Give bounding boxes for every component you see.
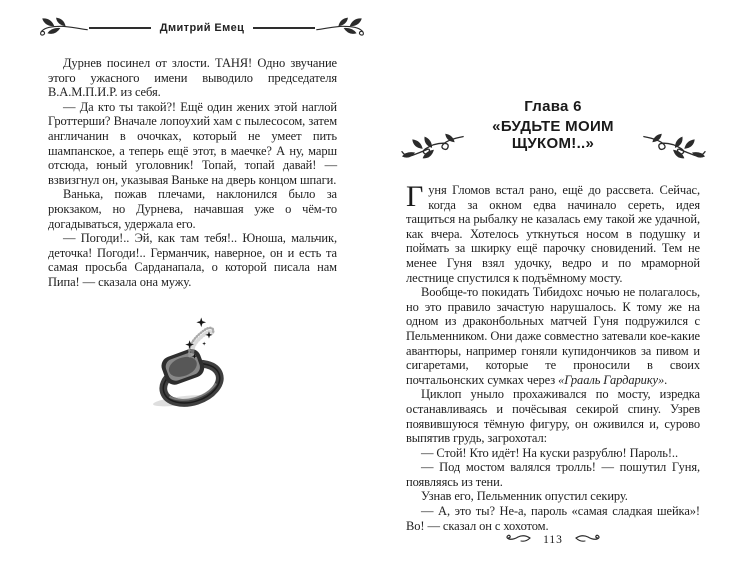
leaf-sprig-icon (400, 130, 466, 162)
chapter-title: «БУДЬТЕ МОИМ ЩУКОМ!..» (492, 118, 614, 152)
head-rule (89, 27, 151, 28)
paragraph: Циклоп уныло прохаживался по мосту, изредка останавливаясь и почёсывая секирой спину. Узрев появившуюся тёмную фигуру, он оживился и, сурово выпятив грудь, загрохотал: (406, 387, 700, 446)
leaf-flourish-icon (315, 15, 367, 41)
paragraph-text: уня Гломов встал рано, ещё до рассвета. Сейчас, когда за окном едва начинало сереть, идея тащиться на рыбалку не казалась ему такой же удачной, как вчера. Хотелось уткнуться носом в подушку и поймать за шкирку ещё парочку сновидений. Тем не менее Гуня взял удочку, ведро и по мраморной лестнице спустился к подъёмному мосту. (406, 183, 700, 285)
page-number: 113 (543, 534, 563, 546)
head-rule (253, 27, 315, 28)
running-head (37, 15, 367, 41)
paragraph-text: Вообще-то покидать Тибидохс ночью не полагалось, но это правило зачастую нарушалось. К тому же на одном из драконбольных матчей Гуня подружился с Пельменником. Они даже совместно затевали кое-какие авантюры, например гоняли купидончиков за пивом и сигаретами, которые те проносили в своих почтальонских сумках через (406, 285, 700, 387)
paragraph: Ванька, пожав плечами, наклонился было за рюкзаком, но Дурнева, начавшая уже о чём-то догадываться, удержала его. (48, 187, 337, 231)
paragraph: Узнав его, Пельменник опустил секиру. (421, 489, 628, 504)
paragraph-text: . (664, 372, 668, 387)
folio (406, 534, 700, 546)
paragraph: — Погоди!.. Эй, как там тебя!.. Юноша, мальчик, деточка! Погоди!.. Германчик, наверное, он и есть та самая просьба Сарданапала, о которой писала нам Пипа! — сказала она мужу. (48, 231, 337, 289)
left-page (48, 0, 337, 576)
right-page (406, 0, 700, 576)
right-page-text (406, 180, 700, 533)
leaf-flourish-icon (37, 15, 89, 41)
paragraph: — Да кто ты такой?! Ещё один жених этой наглой Гроттерши? Вначале лопоухий хам с пылесосом, затем англичанин в очочках, который не умеет пить шампанское, а теперь ещё этот, в маечке? А ну, марш отсюда, юный уголовник! Топай, топай давай! — взвизгнул он, указывая Ваньке на дверь концом шпаги. (48, 99, 337, 187)
left-page-text (48, 56, 337, 290)
chapter-label: Глава 6 (524, 98, 582, 115)
drop-cap: Г (406, 180, 424, 213)
leaf-sprig-icon (641, 130, 707, 162)
author-name: Дмитрий Емец (159, 22, 245, 34)
book-title-italic: «Грааль Гардарику» (558, 372, 665, 387)
paragraph (406, 180, 700, 285)
paragraph: — Под мостом валялся тролль! — пошутил Гуня, появляясь из тени. (406, 460, 700, 489)
paragraph: Дурнев посинел от злости. ТАНЯ! Одно звучание этого ужасного имени выводило председателя В.А.М.П.И.Р. из себя. (48, 56, 337, 100)
ring-illustration (147, 312, 239, 417)
paragraph: — Стой! Кто идёт! На куски разрублю! Пароль!.. (421, 445, 678, 460)
swirl-fleuron-icon (575, 534, 601, 546)
swirl-fleuron-icon (505, 534, 531, 546)
paragraph: — А, это ты? Не-а, пароль «самая сладкая шейка»! Во! — сказал он с хохотом. (406, 504, 700, 533)
paragraph (406, 285, 700, 387)
